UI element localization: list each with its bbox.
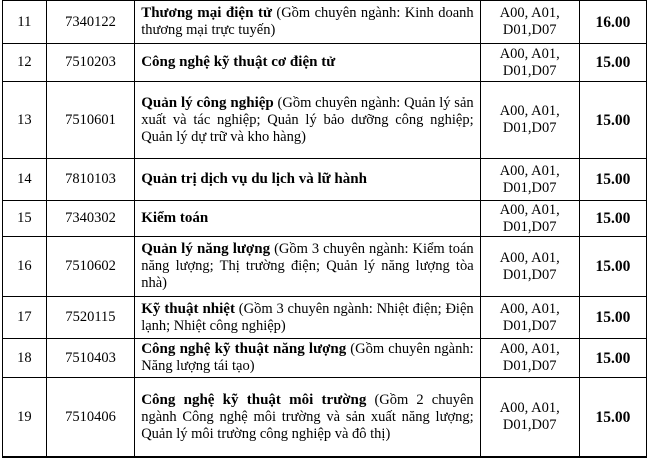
- table-row: [3, 82, 647, 159]
- table-row: [3, 297, 647, 339]
- major-title: Công nghệ kỹ thuật cơ điện tử: [141, 54, 336, 70]
- major-code: 7340122: [46, 1, 134, 44]
- major-title: Công nghệ kỹ thuật năng lượng: [141, 341, 347, 357]
- major-title: Quản trị dịch vụ du lịch và lữ hành: [141, 171, 367, 187]
- subject-combination: A00, A01, D01,D07: [480, 297, 579, 339]
- admission-score: 15.00: [579, 82, 646, 159]
- admission-score: 15.00: [579, 201, 646, 237]
- subject-combination: A00, A01, D01,D07: [480, 201, 579, 237]
- major-title: Công nghệ kỹ thuật môi trường: [141, 391, 367, 408]
- admission-score: 15.00: [579, 297, 646, 339]
- major-detail: (Gồm 2 chuyên ngành Công nghệ môi trường và sản xuất năng lượng; Quản lý môi trường công nghiệp và đô thị): [141, 391, 474, 442]
- row-number: 13: [3, 82, 47, 159]
- table-row: [3, 378, 647, 457]
- major-detail: (Gồm 3 chuyên ngành: Nhiệt điện; Điện lạnh; Nhiệt công nghiệp): [141, 300, 474, 334]
- table-row: [3, 237, 647, 297]
- table-row: [3, 339, 647, 378]
- row-number: 11: [3, 1, 47, 44]
- table-row: [3, 1, 647, 44]
- major-name: [135, 297, 480, 339]
- major-detail: (Gồm chuyên ngành: Quản lý sản xuất và tác nghiệp; Quản lý bảo dưỡng công nghiệp; Quản lý dự trữ và kho hàng): [141, 94, 474, 145]
- major-name: [135, 82, 480, 159]
- table-bottom-border: [2, 457, 647, 458]
- major-title: Kỹ thuật nhiệt: [141, 300, 235, 317]
- major-name: [135, 159, 480, 201]
- row-number: 12: [3, 44, 47, 82]
- admission-score: 15.00: [579, 339, 646, 378]
- row-number: 18: [3, 339, 47, 378]
- row-number: 17: [3, 297, 47, 339]
- admission-score: 15.00: [579, 159, 646, 201]
- major-code: 7520115: [46, 297, 134, 339]
- subject-combination: A00, A01, D01,D07: [480, 82, 579, 159]
- subject-combination: A00, A01, D01,D07: [480, 378, 579, 457]
- subject-combination: A00, A01, D01,D07: [480, 159, 579, 201]
- table-row: [3, 201, 647, 237]
- admission-score: 15.00: [579, 378, 646, 457]
- table-row: [3, 44, 647, 82]
- major-code: 7340302: [46, 201, 134, 237]
- row-number: 19: [3, 378, 47, 457]
- subject-combination: A00, A01, D01,D07: [480, 44, 579, 82]
- major-title: Thương mại điện tử: [141, 5, 272, 21]
- subject-combination: A00, A01, D01,D07: [480, 237, 579, 297]
- admission-score: 15.00: [579, 237, 646, 297]
- major-name: [135, 237, 480, 297]
- admission-score-table: [2, 0, 647, 457]
- admission-score: 16.00: [579, 1, 646, 44]
- major-detail: (Gồm 3 chuyên ngành: Kiểm toán năng lượng; Thị trường điện; Quản lý năng lượng tòa nhà): [141, 241, 474, 291]
- major-detail: (Gồm chuyên ngành: Năng lượng tái tạo): [141, 341, 474, 374]
- major-name: [135, 339, 480, 378]
- row-number: 16: [3, 237, 47, 297]
- major-code: 7510403: [46, 339, 134, 378]
- major-name: [135, 201, 480, 237]
- row-number: 14: [3, 159, 47, 201]
- major-detail: (Gồm chuyên ngành: Kinh doanh thương mại trực tuyến): [141, 5, 474, 38]
- admission-score: 15.00: [579, 44, 646, 82]
- row-number: 15: [3, 201, 47, 237]
- subject-combination: A00, A01, D01,D07: [480, 1, 579, 44]
- subject-combination: A00, A01, D01,D07: [480, 339, 579, 378]
- major-code: 7510601: [46, 82, 134, 159]
- major-code: 7510406: [46, 378, 134, 457]
- major-code: 7510203: [46, 44, 134, 82]
- major-name: [135, 1, 480, 44]
- table-row: [3, 159, 647, 201]
- major-title: Quản lý công nghiệp: [141, 94, 274, 111]
- major-name: [135, 44, 480, 82]
- major-title: Kiểm toán: [141, 210, 209, 226]
- major-name: [135, 378, 480, 457]
- major-code: 7810103: [46, 159, 134, 201]
- major-title: Quản lý năng lượng: [141, 241, 271, 257]
- major-code: 7510602: [46, 237, 134, 297]
